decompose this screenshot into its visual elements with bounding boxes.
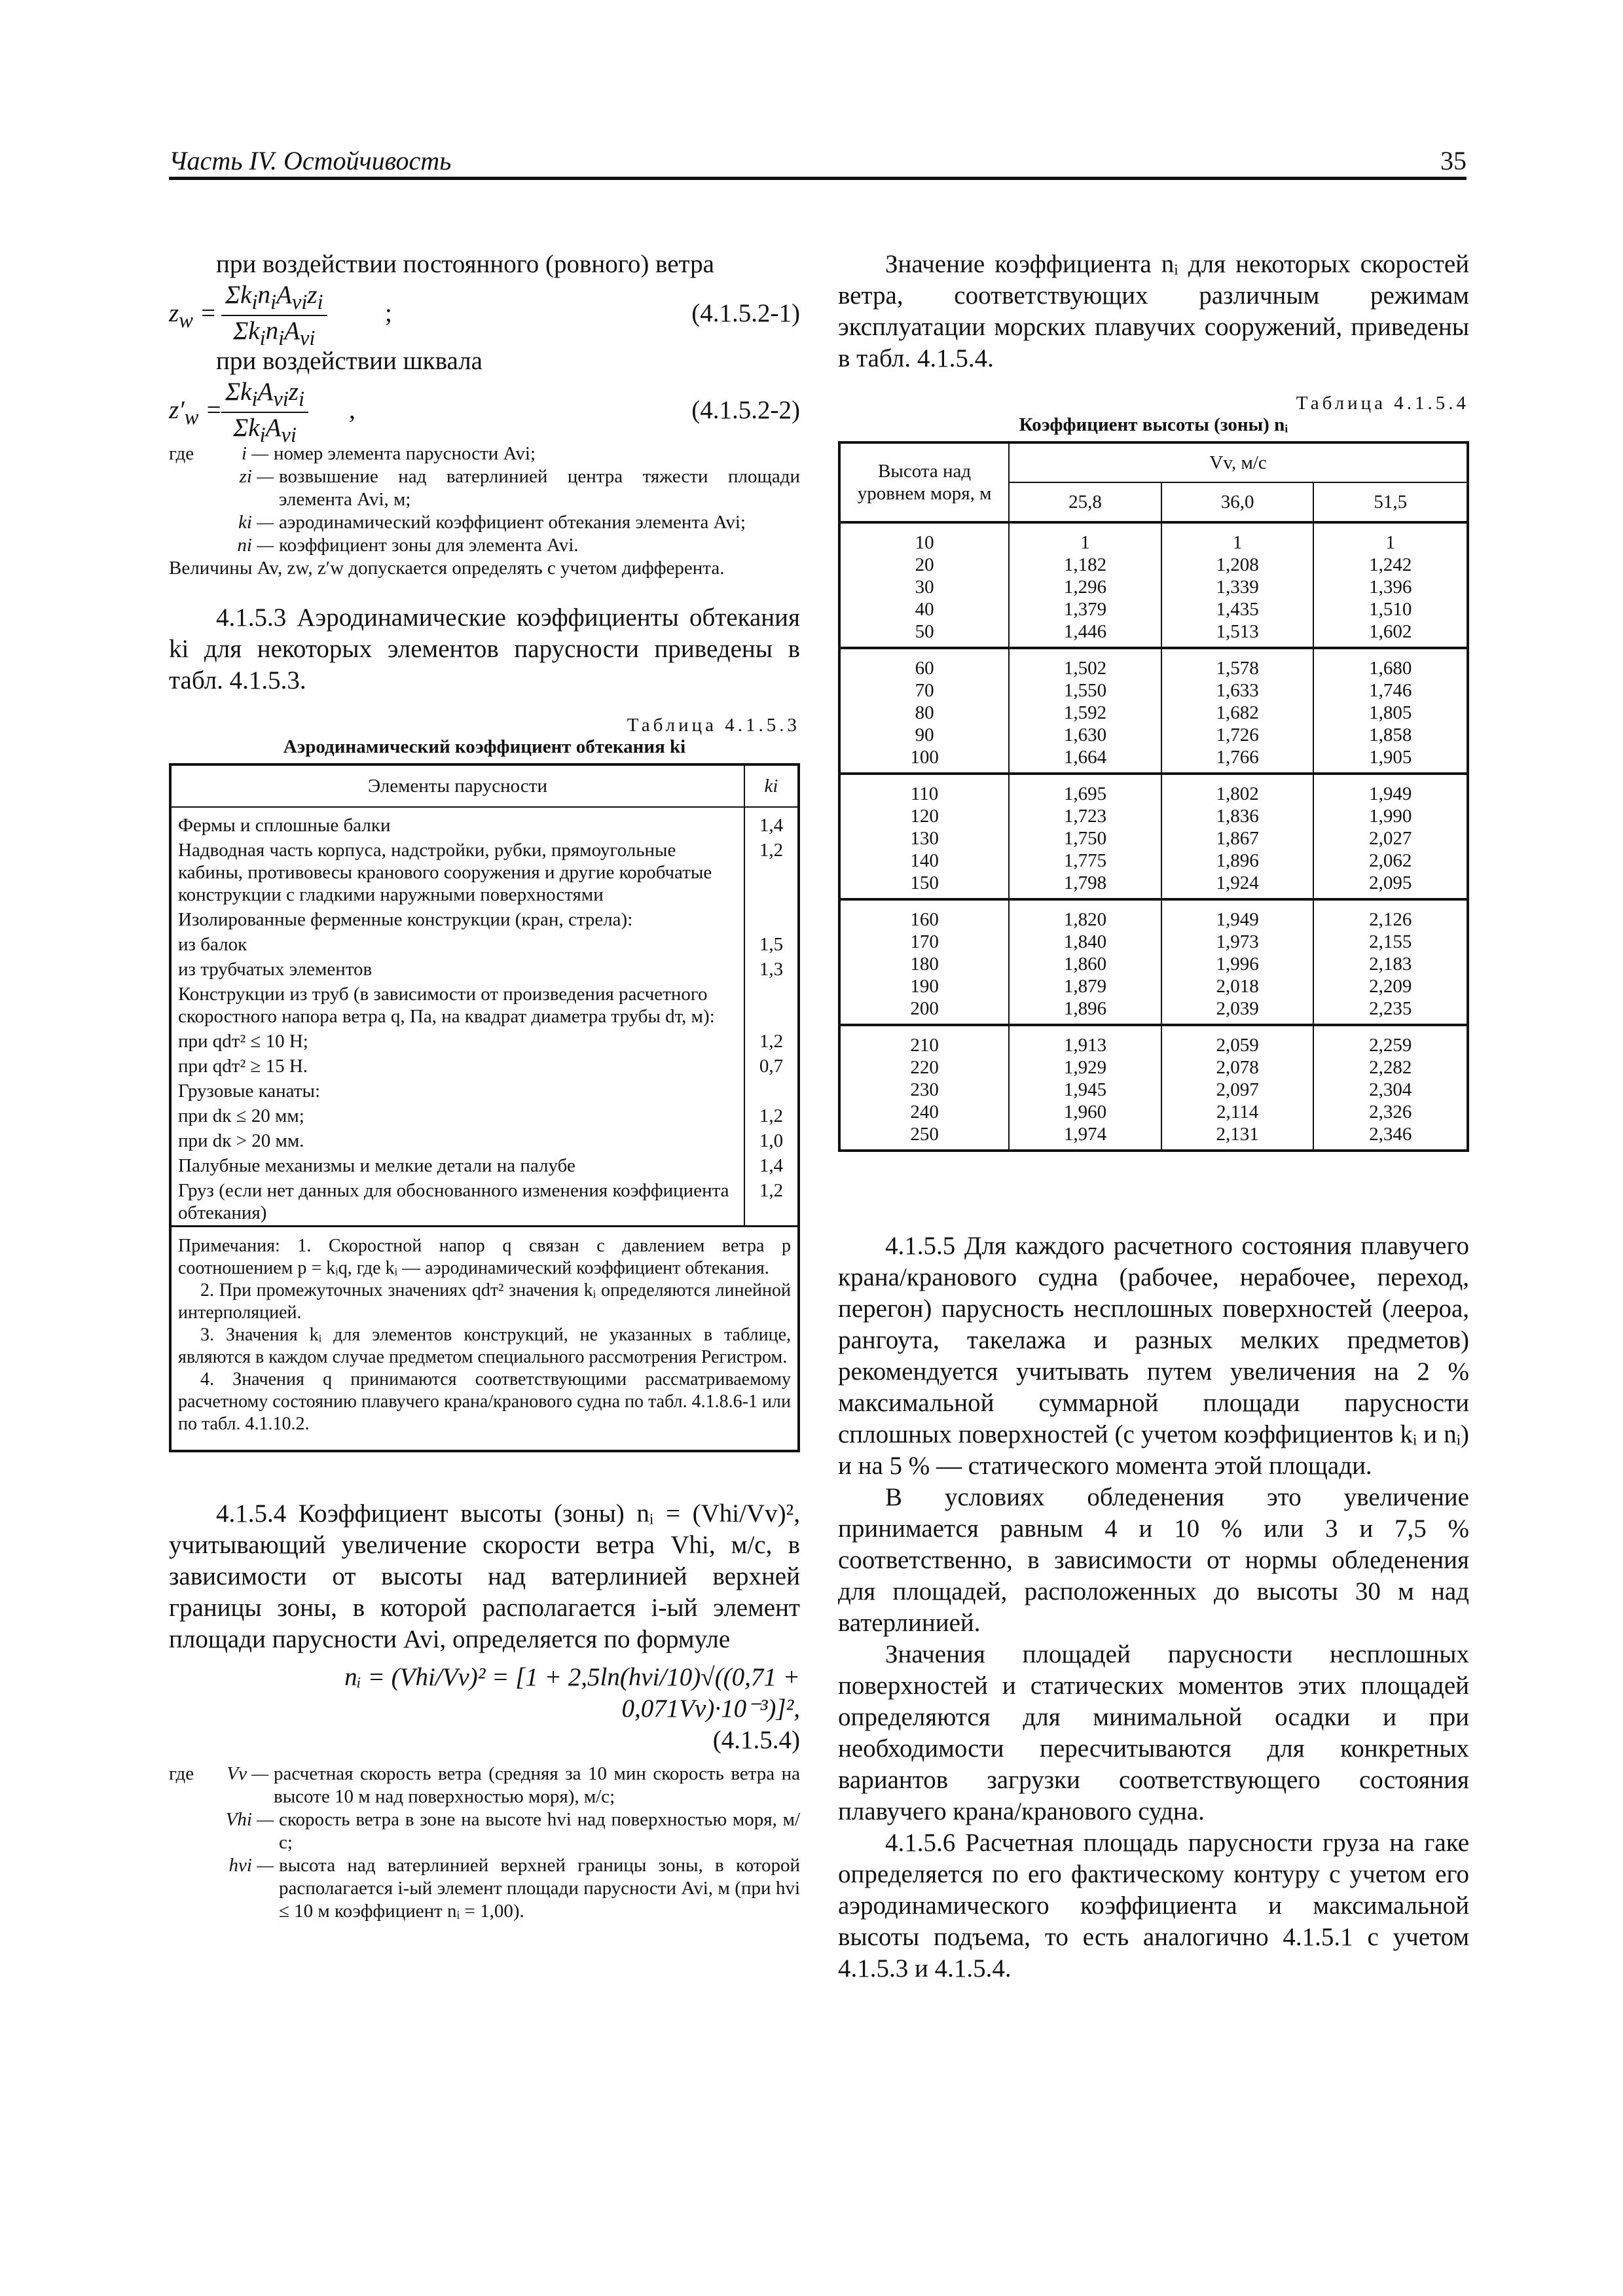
text-steady-wind: при воздействии постоянного (ровного) ветра	[216, 250, 714, 278]
height-cell: 170	[839, 931, 1009, 953]
coefficient-cell: 1,2	[744, 1178, 799, 1227]
coefficient-cell: 2,095	[1313, 872, 1468, 899]
height-cell: 80	[839, 702, 1009, 724]
table-row	[170, 1103, 799, 1128]
coefficient-cell: 1,502	[1009, 648, 1161, 679]
coefficient-cell: 1,182	[1009, 554, 1161, 576]
table-row	[839, 702, 1468, 724]
coefficient-cell: 1,805	[1313, 702, 1468, 724]
coefficient-cell: 2,078	[1161, 1056, 1314, 1079]
coefficient-cell: 1,680	[1313, 648, 1468, 679]
element-cell: Изолированные ферменные конструкции (кран, стрела):	[170, 907, 744, 932]
height-cell: 140	[839, 850, 1009, 872]
element-cell: Грузовые канаты:	[170, 1079, 744, 1103]
coefficient-cell: 1,592	[1009, 702, 1161, 724]
element-cell: при dк ≤ 20 мм;	[170, 1103, 744, 1128]
element-cell: при qdт² ≤ 10 Н;	[170, 1029, 744, 1054]
coefficient-cell: 2,282	[1313, 1056, 1468, 1079]
coefficient-cell: 1,396	[1313, 576, 1468, 598]
coefficient-cell: 1,510	[1313, 598, 1468, 620]
coefficient-cell	[744, 907, 799, 932]
table-row	[170, 907, 799, 932]
element-cell: Надводная часть корпуса, надстройки, рубки, прямоугольные кабины, противовесы кранового сооружения и другие коробчатые конструкции с гладкими наружными поверхностями	[170, 838, 744, 907]
coefficient-cell: 1,4	[744, 807, 799, 838]
coefficient-cell: 1,5	[744, 932, 799, 957]
table-4-1-5-3-caption: Таблица 4.1.5.3	[627, 715, 800, 736]
coefficient-cell: 2,326	[1313, 1101, 1468, 1123]
table-row	[839, 850, 1468, 872]
coefficient-cell: 1,775	[1009, 850, 1161, 872]
text-areas: Значения площадей парусности несплошных поверхностей и статических моментов этих площадей определяются для минимальной осадки и при необходимости пересчитываются для конкретных вариантов загрузки соответствующего состояния плавучего крана/кранового судна.	[838, 1640, 1469, 1825]
right-column	[838, 249, 1469, 1984]
coefficient-cell: 1,446	[1009, 620, 1161, 648]
table-row	[839, 1079, 1468, 1101]
symbol-definitions: где i — номер элемента парусности Avi; zi — возвышение над ватерлинией центра тяжести площади элемента Avi, м; ki — аэродинамический коэффициент обтекания элемента Avi; ni — коэффициент зоны для элемента Avi. Величины Av, zw, z′w допускается определять с учетом дифферента.	[169, 443, 800, 579]
column-header: 25,8	[1009, 482, 1161, 522]
element-cell: Фермы и сплошные балки	[170, 807, 744, 838]
coefficient-cell: 2,183	[1313, 953, 1468, 975]
height-cell: 20	[839, 554, 1009, 576]
page-number: 35	[1440, 146, 1467, 175]
coefficient-cell: 1,840	[1009, 931, 1161, 953]
section-4-1-5-4: 4.1.5.4 Коэффициент высоты (зоны) nᵢ = (Vhi/Vv)², учитывающий увеличение скорости ветра Vhi, м/с, в зависимости от высоты над ватерлинией верхней границы зоны, в которой располагается i-ый элемент площади парусности Avi, определяется по формуле	[169, 1499, 800, 1653]
height-cell: 230	[839, 1079, 1009, 1101]
coefficient-cell: 1,4	[744, 1153, 799, 1178]
height-cell: 120	[839, 805, 1009, 827]
coefficient-cell: 2,059	[1161, 1025, 1314, 1056]
coefficient-cell: 2,126	[1313, 899, 1468, 931]
table-row	[170, 1054, 799, 1079]
height-cell: 160	[839, 899, 1009, 931]
formula-number: (4.1.5.4)	[712, 1726, 800, 1754]
coefficient-cell: 1,296	[1009, 576, 1161, 598]
column-header: 51,5	[1313, 482, 1468, 522]
table-row	[170, 1178, 799, 1227]
column-header: ki	[744, 764, 799, 807]
coefficient-cell: 1,339	[1161, 576, 1314, 598]
coefficient-cell: 1,867	[1161, 827, 1314, 850]
table-row	[839, 899, 1468, 931]
column-header: Высота над уровнем моря, м	[839, 442, 1009, 522]
coefficient-cell: 1,630	[1009, 724, 1161, 746]
column-header: Элементы парусности	[170, 764, 744, 807]
coefficient-cell: 1,802	[1161, 774, 1314, 805]
formula-4-1-5-4: nᵢ = (Vhi/Vv)² = [1 + 2,5ln(hvi/10)√((0,71 + 0,071Vv)·10⁻³)]²,	[344, 1663, 800, 1723]
coefficient-cell: 2,062	[1313, 850, 1468, 872]
coefficient-cell: 0,7	[744, 1054, 799, 1079]
height-cell: 70	[839, 679, 1009, 702]
formula-number: (4.1.5.2-2)	[691, 396, 800, 424]
height-cell: 250	[839, 1123, 1009, 1151]
coefficient-cell: 1,836	[1161, 805, 1314, 827]
table-row	[170, 1079, 799, 1103]
symbol-definitions-2: где Vv — расчетная скорость ветра (средняя за 10 мин скорость ветра на высоте 10 м над поверхностью моря), м/с; Vhi — скорость ветра в зоне на высоте hvi над поверхностью моря, м/с; hvi — высота над ватерлинией верхней границы зоны, в которой располагается i-ый элемент площади парусности Avi, м (при hvi ≤ 10 м коэффициент nᵢ = 1,00).	[169, 1763, 800, 1922]
section-4-1-5-5: 4.1.5.5 Для каждого расчетного состояния плавучего крана/кранового судна (рабочее, нерабочее, переход, перегон) парусность несплошных поверхностей (леероа, рангоута, такелажа и разных мелких предметов) рекомендуется учитывать путем увеличения на 2 % максимальной суммарной площади парусности сплошных поверхностей (с учетом коэффициентов kᵢ и nᵢ) и на 5 % — статического момента этой площади.	[838, 1232, 1469, 1480]
left-column	[169, 249, 800, 1923]
coefficient-cell: 1,3	[744, 957, 799, 982]
table-row	[170, 932, 799, 957]
table-row	[839, 554, 1468, 576]
coefficient-cell: 2,097	[1161, 1079, 1314, 1101]
coefficient-cell: 1,860	[1009, 953, 1161, 975]
coefficient-cell: 1,896	[1161, 850, 1314, 872]
coefficient-cell: 1,723	[1009, 805, 1161, 827]
coefficient-cell: 1,2	[744, 838, 799, 907]
table-row	[839, 648, 1468, 679]
coefficient-cell: 1,379	[1009, 598, 1161, 620]
element-cell: Палубные механизмы и мелкие детали на палубе	[170, 1153, 744, 1178]
height-cell: 100	[839, 746, 1009, 774]
table-row	[839, 774, 1468, 805]
height-cell: 30	[839, 576, 1009, 598]
coefficient-cell: 1,242	[1313, 554, 1468, 576]
coefficient-cell: 1,996	[1161, 953, 1314, 975]
table-row	[839, 576, 1468, 598]
coefficient-cell: 1,960	[1009, 1101, 1161, 1123]
coefficient-cell: 1,726	[1161, 724, 1314, 746]
height-cell: 50	[839, 620, 1009, 648]
coefficient-cell: 2,304	[1313, 1079, 1468, 1101]
coefficient-cell: 1,750	[1009, 827, 1161, 850]
coefficient-cell: 1,746	[1313, 679, 1468, 702]
height-cell: 190	[839, 975, 1009, 997]
table-row	[170, 807, 799, 838]
height-cell: 240	[839, 1101, 1009, 1123]
coefficient-cell: 1,435	[1161, 598, 1314, 620]
coefficient-cell: 1,695	[1009, 774, 1161, 805]
coefficient-cell: 1	[1313, 522, 1468, 554]
section-4-1-5-6: 4.1.5.6 Расчетная площадь парусности груза на гаке определяется по его фактическому контуру с учетом его аэродинамического коэффициента и максимальной высоты подъема, то есть аналогично 4.1.5.1 с учетом 4.1.5.3 и 4.1.5.4.	[838, 1829, 1469, 1982]
coefficient-cell	[744, 1079, 799, 1103]
table-4-1-5-3-title: Аэродинамический коэффициент обтекания ki	[283, 736, 686, 757]
element-cell: Груз (если нет данных для обоснованного изменения коэффициента обтекания)	[170, 1178, 744, 1227]
height-cell: 210	[839, 1025, 1009, 1056]
coefficient-cell: 1,990	[1313, 805, 1468, 827]
height-cell: 130	[839, 827, 1009, 850]
coefficient-cell: 1,208	[1161, 554, 1314, 576]
coefficient-cell: 1,929	[1009, 1056, 1161, 1079]
table-row	[839, 805, 1468, 827]
table-row	[839, 598, 1468, 620]
coefficient-cell: 1	[1009, 522, 1161, 554]
coefficient-cell: 1,550	[1009, 679, 1161, 702]
table-row	[170, 982, 799, 1029]
table-row	[839, 679, 1468, 702]
formula-number: (4.1.5.2-1)	[691, 299, 800, 327]
table-row	[839, 931, 1468, 953]
height-cell: 90	[839, 724, 1009, 746]
coefficient-cell: 2,155	[1313, 931, 1468, 953]
header-title: Часть IV. Остойчивость	[169, 146, 452, 175]
coefficient-cell: 1,896	[1009, 997, 1161, 1025]
coefficient-cell: 1,682	[1161, 702, 1314, 724]
table-row	[839, 1123, 1468, 1151]
coefficient-cell: 2,114	[1161, 1101, 1314, 1123]
table-row	[839, 620, 1468, 648]
coefficient-cell: 1,820	[1009, 899, 1161, 931]
coefficient-cell: 2,131	[1161, 1123, 1314, 1151]
height-cell: 110	[839, 774, 1009, 805]
coefficient-cell: 1,973	[1161, 931, 1314, 953]
coefficient-cell: 2,235	[1313, 997, 1468, 1025]
table-row	[839, 522, 1468, 554]
table-notes: Примечания: 1. Скоростной напор q связан с давлением ветра p соотношением p = kᵢq, где kᵢ — аэродинамический коэффициент обтекания. 2. При промежуточных значениях qdт² значения kᵢ определяются линейной интерполяцией. 3. Значения kᵢ для элементов конструкций, не указанных в таблице, являются в каждом случае предметом специального рассмотрения Регистром. 4. Значения q принимаются соответствующими рассматриваемому расчетному состоянию плавучего крана/кранового судна по табл. 4.1.8.6-1 или по табл. 4.1.10.2.	[170, 1227, 799, 1452]
table-row	[839, 1101, 1468, 1123]
table-row	[839, 872, 1468, 899]
coefficient-cell: 1,924	[1161, 872, 1314, 899]
coefficient-cell: 1,879	[1009, 975, 1161, 997]
table-row	[839, 746, 1468, 774]
text-squall: при воздействии шквала	[216, 347, 483, 375]
coefficient-cell: 1,949	[1161, 899, 1314, 931]
coefficient-cell	[744, 982, 799, 1029]
coefficient-cell: 1,602	[1313, 620, 1468, 648]
coefficient-cell: 1,0	[744, 1128, 799, 1153]
table-row	[839, 1056, 1468, 1079]
element-cell: при dк > 20 мм.	[170, 1128, 744, 1153]
coefficient-cell: 1,949	[1313, 774, 1468, 805]
table-row	[170, 1029, 799, 1054]
coefficient-cell: 1	[1161, 522, 1314, 554]
table-row	[839, 997, 1468, 1025]
coefficient-cell: 1,664	[1009, 746, 1161, 774]
table-row	[839, 724, 1468, 746]
table-row	[170, 1153, 799, 1178]
table-4-1-5-4	[838, 441, 1469, 1152]
table-row	[839, 1025, 1468, 1056]
coefficient-cell: 1,513	[1161, 620, 1314, 648]
coefficient-cell: 1,945	[1009, 1079, 1161, 1101]
table-row	[839, 953, 1468, 975]
height-cell: 60	[839, 648, 1009, 679]
column-header: 36,0	[1161, 482, 1314, 522]
table-4-1-5-4-caption: Таблица 4.1.5.4	[1296, 393, 1469, 414]
element-cell: при qdт² ≥ 15 Н.	[170, 1054, 744, 1079]
table-row	[170, 838, 799, 907]
height-cell: 220	[839, 1056, 1009, 1079]
table-4-1-5-4-title: Коэффициент высоты (зоны) nᵢ	[1019, 414, 1288, 435]
coefficient-cell: 1,798	[1009, 872, 1161, 899]
text-coefficient-intro: Значение коэффициента nᵢ для некоторых скоростей ветра, соответствующих различным режимам эксплуатации морских плавучих сооружений, приведены в табл. 4.1.5.4.	[838, 250, 1469, 372]
coefficient-cell: 1,766	[1161, 746, 1314, 774]
coefficient-cell: 2,209	[1313, 975, 1468, 997]
element-cell: Конструкции из труб (в зависимости от произведения расчетного скоростного напора ветра q, Па, на квадрат диаметра трубы dт, м):	[170, 982, 744, 1029]
height-cell: 200	[839, 997, 1009, 1025]
coefficient-cell: 1,858	[1313, 724, 1468, 746]
coefficient-cell: 1,974	[1009, 1123, 1161, 1151]
coefficient-cell: 1,578	[1161, 648, 1314, 679]
table-4-1-5-3	[169, 763, 800, 1452]
running-header	[169, 145, 1467, 180]
element-cell: из балок	[170, 932, 744, 957]
coefficient-cell: 1,2	[744, 1029, 799, 1054]
formula-4-1-5-2-1: $z_w$ = $\Sigma k_in_iA_{vi}z_i$ $\Sigma k_in_iA_{vi}$ ; (4.1.5.2-1)	[169, 281, 800, 350]
coefficient-cell: 2,259	[1313, 1025, 1468, 1056]
height-cell: 10	[839, 522, 1009, 554]
coefficient-cell: 1,905	[1313, 746, 1468, 774]
height-cell: 180	[839, 953, 1009, 975]
height-cell: 40	[839, 598, 1009, 620]
table-row	[839, 827, 1468, 850]
formula-4-1-5-2-2: $z'_w$ = $\Sigma k_iA_{vi}z_i$ $\Sigma k_iA_{vi}$ , (4.1.5.2-2)	[169, 378, 800, 447]
section-4-1-5-3: 4.1.5.3 Аэродинамические коэффициенты обтекания ki для некоторых элементов парусности приведены в табл. 4.1.5.3.	[169, 603, 800, 694]
coefficient-cell: 2,346	[1313, 1123, 1468, 1151]
coefficient-cell: 2,039	[1161, 997, 1314, 1025]
table-row	[170, 957, 799, 982]
column-header: Vv, м/с	[1009, 442, 1468, 482]
table-row	[839, 975, 1468, 997]
height-cell: 150	[839, 872, 1009, 899]
element-cell: из трубчатых элементов	[170, 957, 744, 982]
coefficient-cell: 1,633	[1161, 679, 1314, 702]
coefficient-cell: 1,913	[1009, 1025, 1161, 1056]
text-icing: В условиях обледенения это увеличение принимается равным 4 и 10 % или 3 и 7,5 % соответственно, в зависимости от нормы обледенения для площадей, расположенных до высоты 30 м над ватерлинией.	[838, 1483, 1469, 1637]
coefficient-cell: 1,2	[744, 1103, 799, 1128]
table-row	[170, 1128, 799, 1153]
coefficient-cell: 2,027	[1313, 827, 1468, 850]
coefficient-cell: 2,018	[1161, 975, 1314, 997]
